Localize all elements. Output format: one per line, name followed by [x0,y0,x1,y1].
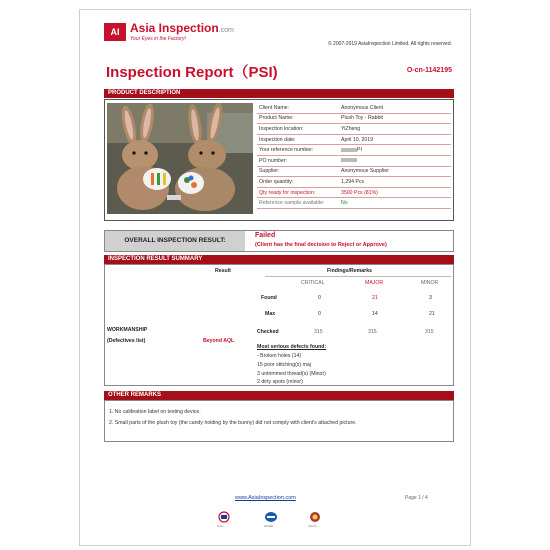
item-subtitle: (Defectives list) [107,338,146,344]
summary-section [104,264,454,386]
info-value [339,155,451,166]
col-findings: Findings/Remarks [327,268,372,274]
info-value: 1,294 Pcs [339,177,451,188]
report-page [80,10,470,545]
accreditation-label-3: CNAS [308,524,317,528]
item-result: Beyond AQL [203,338,235,344]
found-minor: 3 [429,295,432,301]
info-label: Client Name: [257,103,339,113]
checked-critical: 315 [314,329,323,335]
product-info-table [257,103,451,209]
info-label: Reference sample available: [257,198,339,209]
logo-tagline: Your Eyes in the Factory! [130,36,186,42]
summary-header: INSPECTION RESULT SUMMARY [104,255,454,264]
info-value: 3500 Pcs (81%) [339,187,451,198]
col-critical: CRITICAL [301,280,325,286]
page-number: Page 1 / 4 [405,495,428,501]
col-major: MAJOR [365,280,384,286]
overall-result-label: OVERALL INSPECTION RESULT: [105,231,245,251]
logo-name-text: Asia Inspection [130,21,219,35]
product-description-section [104,99,454,221]
info-label: Qty ready for inspection: [257,187,339,198]
info-row [257,187,451,198]
website-link[interactable]: www.AsiaInspection.com [235,495,296,501]
redacted-block [341,158,357,162]
info-value: No [339,198,451,209]
report-title: Inspection Report（PSI) [106,64,278,81]
remarks-section [104,400,454,442]
overall-result-note: (Client has the final decision to Reject or Approve) [255,242,387,248]
info-row [257,145,451,156]
info-row [257,155,451,166]
info-value: Anonymous Supplier [339,166,451,177]
found-critical: 0 [318,295,321,301]
copyright-notice: © 2007-2019 AsiaInspection Limited. All rights reserved. [327,41,452,47]
header-divider [265,276,451,277]
info-value: Plush Toy - Rabbit [339,113,451,124]
info-row [257,124,451,135]
found-major: 21 [372,295,378,301]
max-minor: 21 [429,311,435,317]
info-row [257,113,451,124]
info-row [257,103,451,113]
info-row [257,198,451,209]
max-critical: 0 [318,311,321,317]
col-result: Result [215,268,231,274]
info-value: YiZheng [339,124,451,135]
remark-item: 2. Small parts of the plush toy (the candy holding by the bunny) did not comply with client's attached picture. [109,420,357,426]
accreditation-logo-1 [217,510,231,522]
info-label: Inspection location: [257,124,339,135]
info-row [257,166,451,177]
redacted-block [341,148,357,152]
logo-suffix: .com [218,27,234,34]
accreditation-logo-2 [264,510,278,522]
info-row [257,134,451,145]
info-label: PO number: [257,155,339,166]
remark-item: 1. No calibration label on testing device. [109,409,201,415]
info-value [339,145,451,156]
max-major: 14 [372,311,378,317]
defect-item: 2 dirty spots (minor) [257,379,303,385]
logo-badge: AI [104,23,126,41]
info-label: Product Name: [257,113,339,124]
overall-result-section [104,230,454,252]
info-row [257,177,451,188]
remarks-header: OTHER REMARKS [104,391,454,400]
defect-item: 15 poor stitching(s) maj [257,362,311,368]
checked-major: 315 [368,329,377,335]
row-max-label: Max [265,311,276,317]
accreditation-logo-3 [308,510,322,522]
product-description-header: PRODUCT DESCRIPTION [104,89,454,98]
accreditation-label-2: IECEE [264,524,274,528]
reference-suffix: PI [357,147,362,154]
defect-item: 3 untrimmed thread(s) (Minor) [257,371,326,377]
defect-item: - Broken holes (14) [257,353,302,359]
info-label: Supplier: [257,166,339,177]
info-label: Order quantity: [257,177,339,188]
defects-title: Most serious defects found: [257,344,327,350]
order-number: O-cn-1142195 [406,67,452,74]
col-minor: MINOR [421,280,439,286]
item-name: WORKMANSHIP [107,327,148,333]
info-value: April 10, 2019 [339,134,451,145]
checked-minor: 315 [425,329,434,335]
row-checked-label: Checked [257,329,279,335]
info-label: Inspection date: [257,134,339,145]
overall-result-value: Failed [255,232,276,239]
product-photo [107,103,253,214]
info-label: Your reference number: [257,145,339,156]
info-value: Anonymous Client [339,103,451,113]
logo-name [130,21,234,35]
accreditation-label-1: ILAC [217,524,224,528]
row-found-label: Found [261,295,277,301]
